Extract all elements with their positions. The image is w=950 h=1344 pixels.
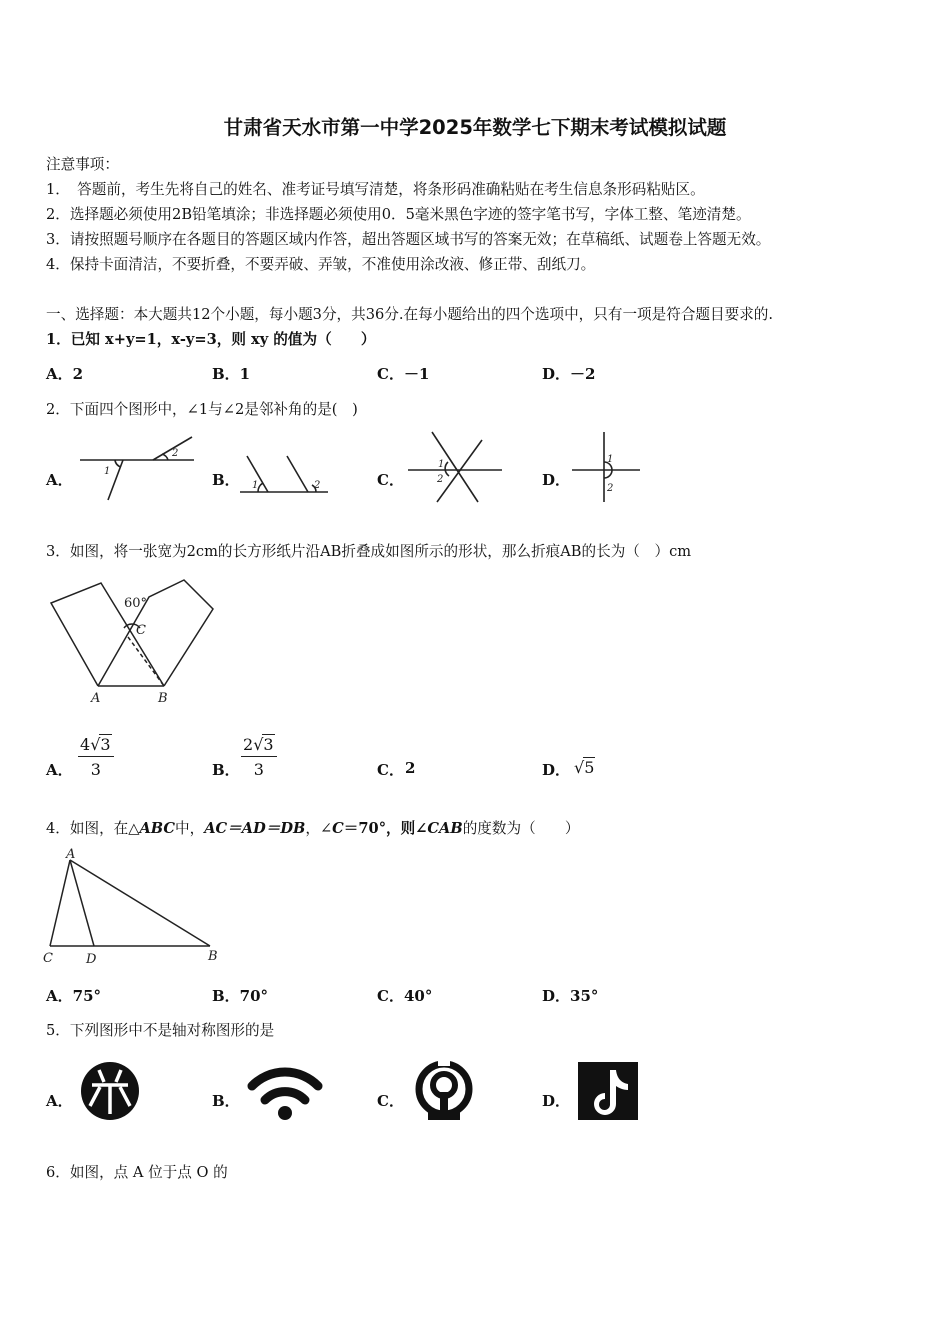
q3-angle-label: 60° — [124, 596, 148, 611]
railway-logo-icon — [419, 1060, 469, 1120]
page-title: 甘肃省天水市第一中学2025年数学七下期末考试模拟试题 — [223, 116, 727, 139]
notice-heading: 注意事项： — [46, 156, 119, 173]
q2-figure-c — [408, 432, 502, 502]
q1-option-c: C．－1 — [377, 365, 430, 383]
q2-figure-a — [80, 437, 194, 500]
question-4-stem: 4．如图，在△ABC中，AC＝AD＝DB，∠C＝70°，则∠CAB的度数为（ ） — [46, 820, 580, 837]
q3-label-b: B． — [212, 761, 240, 779]
q3-point-a: A — [91, 691, 101, 706]
q5-label-d: D． — [542, 1092, 571, 1110]
q4-option-d: D．35° — [542, 987, 599, 1005]
q1-option-a: A．2 — [46, 365, 84, 383]
q3-label-d: D． — [542, 761, 571, 779]
q3b-radicand: 3 — [263, 735, 274, 754]
q5-label-b: B． — [212, 1092, 240, 1110]
q3a-den: 3 — [90, 760, 101, 779]
q5-label-a: A． — [46, 1092, 73, 1110]
q1-option-b: B．1 — [212, 365, 251, 383]
q4-option-a: A．75° — [46, 987, 102, 1005]
section-heading: 一、选择题：本大题共12个小题，每小题3分，共36分.在每小题给出的四个选项中，只有一项是符合题目要求的. — [46, 306, 774, 323]
q2a-angle-2: 2 — [172, 448, 179, 459]
q4-point-d: D — [86, 952, 97, 967]
q2d-angle-2: 2 — [607, 483, 614, 494]
q4-point-b: B — [208, 949, 218, 964]
wifi-icon — [252, 1072, 318, 1120]
q3b-coef: 2 — [243, 735, 254, 754]
q1-option-d: D．－2 — [542, 365, 596, 383]
q3-option-b: $\frac{2√3}{3}$ — [241, 735, 277, 779]
q2b-angle-1: 1 — [252, 480, 259, 491]
q2-label-d: D． — [542, 471, 571, 489]
q3-option-c: 2 — [405, 759, 416, 777]
question-2-stem: 2．下面四个图形中，∠1与∠2是邻补角的是( ) — [46, 401, 358, 418]
notice-item: 3．请按照题号顺序在各题目的答题区域内作答，超出答题区域书写的答案无效；在草稿纸、试题卷上答题无效。 — [46, 231, 771, 248]
q2b-angle-2: 2 — [314, 480, 321, 491]
notice-item: 1． 答题前，考生先将自己的姓名、准考证号填写清楚，将条形码准确粘贴在考生信息条形码粘贴区。 — [46, 181, 705, 198]
notice-item: 4．保持卡面清洁，不要折叠，不要弄破、弄皱，不准使用涂改液、修正带、刮纸刀。 — [46, 256, 596, 273]
q3b-den: 3 — [253, 760, 264, 779]
q3d-radicand: 5 — [584, 758, 595, 777]
q2c-angle-1: 1 — [438, 459, 445, 470]
q2d-angle-1: 1 — [607, 454, 614, 465]
q3-label-c: C． — [377, 761, 404, 779]
notice-item: 2．选择题必须使用2B铅笔填涂；非选择题必须使用0．5毫米黑色字迹的签字笔书写，字体工整、笔迹清楚。 — [46, 206, 751, 223]
metro-logo-icon — [81, 1062, 139, 1120]
question-6-stem: 6．如图，点 A 位于点 O 的 — [46, 1164, 228, 1181]
q2a-angle-1: 1 — [104, 466, 111, 477]
q3-option-a: $\frac{4√3}{3}$ — [78, 735, 114, 779]
q3-point-c: C — [136, 623, 146, 638]
question-5-stem: 5．下列图形中不是轴对称图形的是 — [46, 1022, 275, 1039]
q3a-radicand: 3 — [100, 735, 111, 754]
q2-figure-d — [572, 432, 640, 502]
q2-label-a: A． — [46, 471, 73, 489]
q3a-coef: 4 — [80, 735, 91, 754]
q5-label-c: C． — [377, 1092, 404, 1110]
q4-point-c: C — [43, 951, 53, 966]
question-3-stem: 3．如图，将一张宽为2cm的长方形纸片沿AB折叠成如图所示的形状，那么折痕AB的长为（ ）cm — [46, 543, 692, 560]
q2-label-b: B． — [212, 471, 240, 489]
q3-option-d: √5 — [574, 758, 595, 777]
q2c-angle-2: 2 — [437, 474, 444, 485]
q4-figure — [50, 860, 210, 946]
q4-option-c: C．40° — [377, 987, 433, 1005]
tiktok-logo-icon — [578, 1062, 638, 1120]
q2-label-c: C． — [377, 471, 404, 489]
q4-point-a: A — [66, 847, 76, 862]
q3-label-a: A． — [46, 761, 73, 779]
q4-option-b: B．70° — [212, 987, 269, 1005]
question-1-stem: 1．已知 x+y=1，x-y=3，则 xy 的值为（ ） — [46, 331, 376, 348]
q3-point-b: B — [158, 691, 168, 706]
